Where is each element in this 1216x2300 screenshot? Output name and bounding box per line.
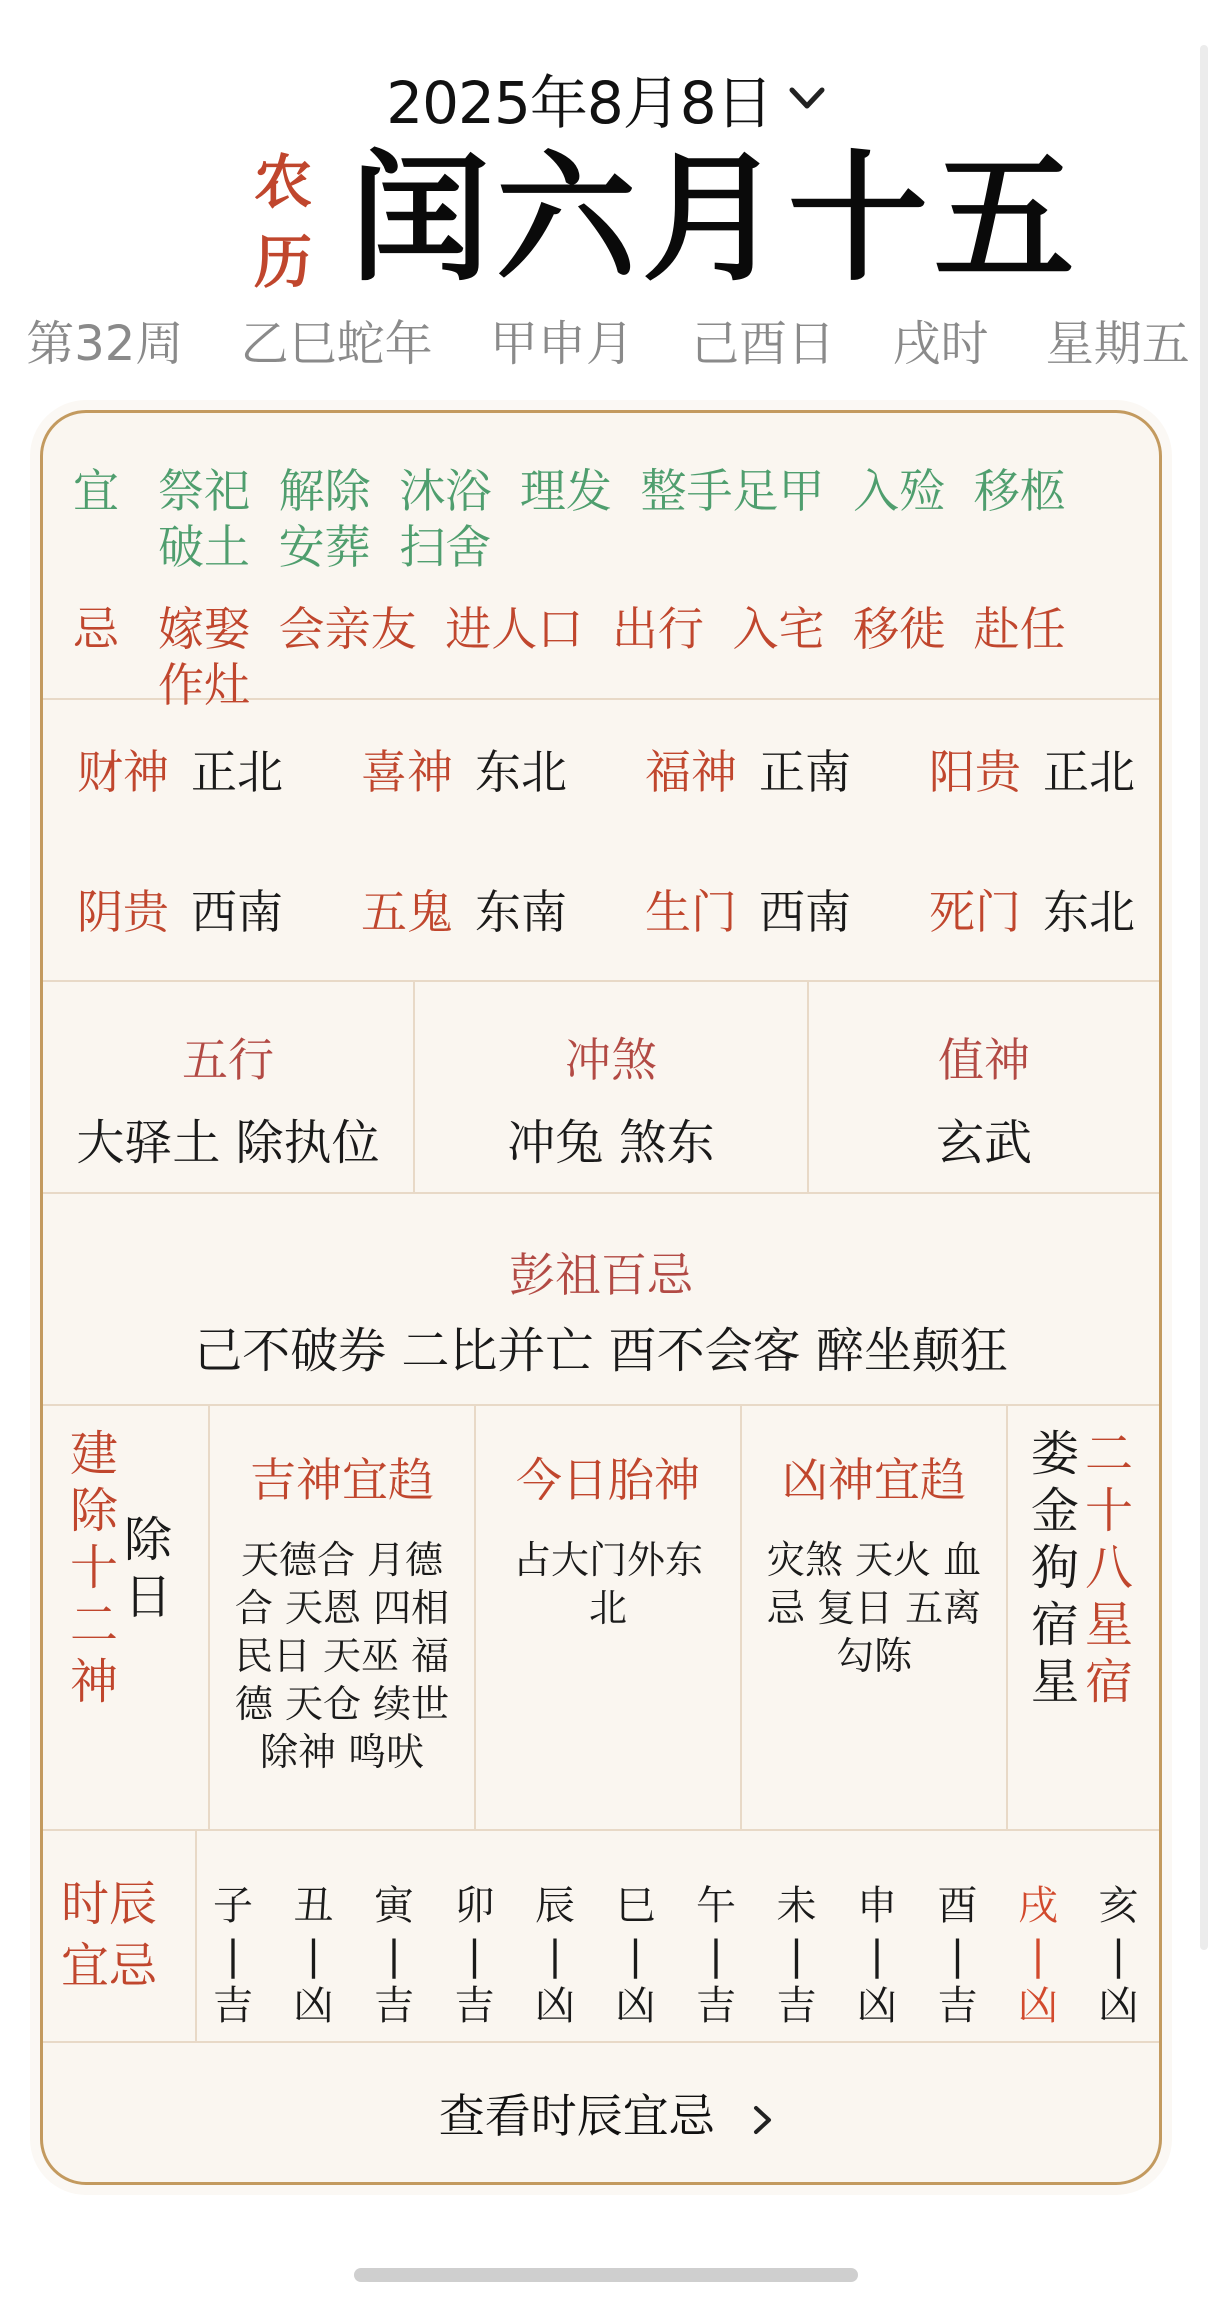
ji-item: 会亲友 xyxy=(278,602,417,656)
hour-luck: 吉 xyxy=(696,1983,736,2029)
yi-item: 移柩 xyxy=(973,464,1066,518)
chevron-right-icon xyxy=(747,2100,777,2140)
yi-item: 解除 xyxy=(278,464,371,518)
weekday: 星期五 xyxy=(1045,316,1190,372)
yi-item: 安葬 xyxy=(278,520,371,574)
hour-luck: 凶 xyxy=(857,1983,897,2029)
gods-detail-section xyxy=(43,1406,1159,1831)
hour-separator: | xyxy=(950,1933,965,1979)
hour-item[interactable] xyxy=(369,1881,419,2031)
hour-separator: | xyxy=(226,1933,240,1979)
jishen-title: 吉神宜趋 xyxy=(250,1453,434,1507)
pengzu-text: 己不破券 二比并亡 酉不会客 醉坐颠狂 xyxy=(194,1323,1008,1379)
hour-luck: 吉 xyxy=(213,1983,253,2029)
hour-item[interactable] xyxy=(852,1881,902,2031)
hour-luck: 凶 xyxy=(1098,1983,1139,2029)
yiji-section xyxy=(43,413,1159,712)
taishen-title: 今日胎神 xyxy=(516,1453,700,1507)
xiongshen-text: 灾煞 天火 血忌 复日 五离 勾陈 xyxy=(766,1538,982,1678)
ji-item: 入宅 xyxy=(732,602,825,656)
hour-item[interactable] xyxy=(530,1881,580,2031)
week-number: 第32周 xyxy=(26,316,184,372)
pengzu-title: 彭祖百忌 xyxy=(509,1248,693,1302)
hour-zhi: 辰 xyxy=(535,1883,575,1929)
god-directions-section xyxy=(43,700,1159,982)
god-direction: 喜神 东北 xyxy=(361,745,567,799)
hour-zhi: 丑 xyxy=(293,1883,334,1929)
almanac-card xyxy=(40,410,1162,2185)
hour-item[interactable] xyxy=(611,1881,661,2031)
hour-separator: | xyxy=(1031,1933,1045,1979)
hour-zhi: 巳 xyxy=(615,1883,656,1929)
hour-luck: 吉 xyxy=(454,1983,495,2029)
xiu-label: 二 十 八 星 宿 xyxy=(1084,1426,1133,1710)
hour-luck: 凶 xyxy=(535,1983,575,2029)
nongli-char: 农 xyxy=(253,148,312,216)
yi-label: 宜 xyxy=(73,464,119,518)
zhishen-cell xyxy=(809,982,1159,1192)
yi-item: 祭祀 xyxy=(158,464,250,518)
nongli-char: 历 xyxy=(253,228,312,296)
chongsha-value: 冲兔 煞东 xyxy=(507,1115,715,1171)
yi-item: 整手足甲 xyxy=(640,464,825,518)
hour-item[interactable] xyxy=(691,1881,741,2031)
god-direction: 财神 正北 xyxy=(77,745,283,799)
xiu-cell xyxy=(1008,1406,1158,1829)
yi-item: 扫舍 xyxy=(399,520,492,574)
chongsha-cell xyxy=(415,982,807,1192)
taishen-text: 占大门外东北 xyxy=(512,1538,703,1630)
ganzhi-month: 甲申月 xyxy=(489,316,634,372)
hour-luck: 吉 xyxy=(374,1983,414,2029)
god-direction: 死门 东北 xyxy=(929,885,1135,939)
hour-separator: | xyxy=(306,1933,321,1979)
taishen-cell xyxy=(476,1406,740,1829)
yi-item: 理发 xyxy=(519,464,612,518)
divider xyxy=(195,1831,197,2041)
jianchu-label: 建 除 十 二 神 xyxy=(69,1426,118,1710)
ji-list xyxy=(158,601,1158,713)
ji-item: 出行 xyxy=(611,602,704,656)
god-direction: 生门 西南 xyxy=(645,885,851,939)
xiongshen-cell xyxy=(742,1406,1006,1829)
view-shichen-label: 查看时辰宜忌 xyxy=(438,2089,715,2143)
triple-section xyxy=(43,982,1159,1194)
hour-separator: | xyxy=(789,1933,804,1979)
lunar-date: 闰六月十五 xyxy=(350,138,1081,301)
jianchu-value: 除 日 xyxy=(123,1512,172,1625)
ji-item: 嫁娶 xyxy=(158,602,250,656)
home-indicator[interactable] xyxy=(354,2268,858,2282)
hour-luck: 吉 xyxy=(776,1983,817,2029)
pengzu-section xyxy=(43,1194,1159,1406)
hour-zhi: 亥 xyxy=(1098,1883,1139,1929)
yi-row xyxy=(73,463,1143,583)
god-direction: 阴贵 西南 xyxy=(77,885,283,939)
hour-item[interactable] xyxy=(1013,1881,1063,2031)
yi-list xyxy=(158,463,1158,575)
shichen-section xyxy=(43,1831,1159,2043)
ji-item: 作灶 xyxy=(158,658,250,712)
zhishen-value: 玄武 xyxy=(935,1115,1032,1171)
jishen-cell xyxy=(210,1406,474,1829)
god-direction: 五鬼 东南 xyxy=(361,885,567,939)
wuxing-value: 大驿土 除执位 xyxy=(76,1115,380,1171)
xiongshen-title: 凶神宜趋 xyxy=(782,1453,966,1507)
hour-item[interactable] xyxy=(1094,1881,1144,2031)
chongsha-title: 冲煞 xyxy=(565,1033,657,1087)
hour-zhi: 酉 xyxy=(937,1883,978,1929)
shichen-label: 时辰 宜忌 xyxy=(61,1876,158,1994)
hour-separator: | xyxy=(1111,1933,1126,1979)
wuxing-cell xyxy=(43,982,413,1192)
god-direction: 阳贵 正北 xyxy=(929,745,1135,799)
hour-separator: | xyxy=(548,1933,562,1979)
ji-item: 赴任 xyxy=(973,602,1066,656)
wuxing-title: 五行 xyxy=(182,1033,274,1087)
hour-zhi: 卯 xyxy=(454,1883,495,1929)
hour-item[interactable] xyxy=(772,1881,822,2031)
hour-zhi: 未 xyxy=(776,1883,817,1929)
jianchu-cell xyxy=(43,1406,208,1829)
chevron-down-icon[interactable] xyxy=(784,78,830,118)
jishen-text: 天德合 月德合 天恩 四相 民日 天巫 福德 天仓 续世 除神 鸣吠 xyxy=(234,1538,450,1774)
zhishen-title: 值神 xyxy=(938,1033,1030,1087)
hour-item[interactable] xyxy=(450,1881,500,2031)
hour-separator: | xyxy=(628,1933,643,1979)
ganzhi-day: 己酉日 xyxy=(691,316,836,372)
header xyxy=(0,0,1216,390)
date-selector[interactable] xyxy=(0,56,1216,140)
ganzhi-year: 乙巳蛇年 xyxy=(240,316,433,372)
hour-item[interactable] xyxy=(208,1881,258,2031)
yi-item: 沐浴 xyxy=(399,464,492,518)
xiu-value: 娄 金 狗 宿 星 xyxy=(1030,1426,1079,1710)
view-shichen-button[interactable] xyxy=(0,2080,1216,2146)
hour-luck: 凶 xyxy=(293,1983,334,2029)
yi-item: 入殓 xyxy=(853,464,946,518)
hour-luck: 凶 xyxy=(1018,1983,1058,2029)
ji-row xyxy=(73,601,1143,712)
hour-separator: | xyxy=(387,1933,401,1979)
hour-item[interactable] xyxy=(289,1881,339,2031)
hour-luck: 凶 xyxy=(615,1983,656,2029)
date-text[interactable]: 2025年8月8日 xyxy=(386,69,773,137)
ji-item: 进人口 xyxy=(445,602,584,656)
current-hour: 戌时 xyxy=(892,316,989,372)
hour-luck: 吉 xyxy=(937,1983,978,2029)
god-direction: 福神 正南 xyxy=(645,745,851,799)
yi-item: 破土 xyxy=(158,520,250,574)
hour-item[interactable] xyxy=(933,1881,983,2031)
hour-separator: | xyxy=(709,1933,723,1979)
nongli-label xyxy=(248,142,318,302)
hour-separator: | xyxy=(467,1933,482,1979)
hour-zhi: 午 xyxy=(696,1883,736,1929)
ji-label: 忌 xyxy=(73,602,119,656)
hour-zhi: 子 xyxy=(213,1883,253,1929)
hour-zhi: 申 xyxy=(857,1883,897,1929)
hour-zhi: 戌 xyxy=(1018,1883,1058,1929)
hour-zhi: 寅 xyxy=(374,1883,414,1929)
date-info-line xyxy=(0,305,1216,374)
ji-item: 移徙 xyxy=(853,602,946,656)
hour-separator: | xyxy=(870,1933,884,1979)
